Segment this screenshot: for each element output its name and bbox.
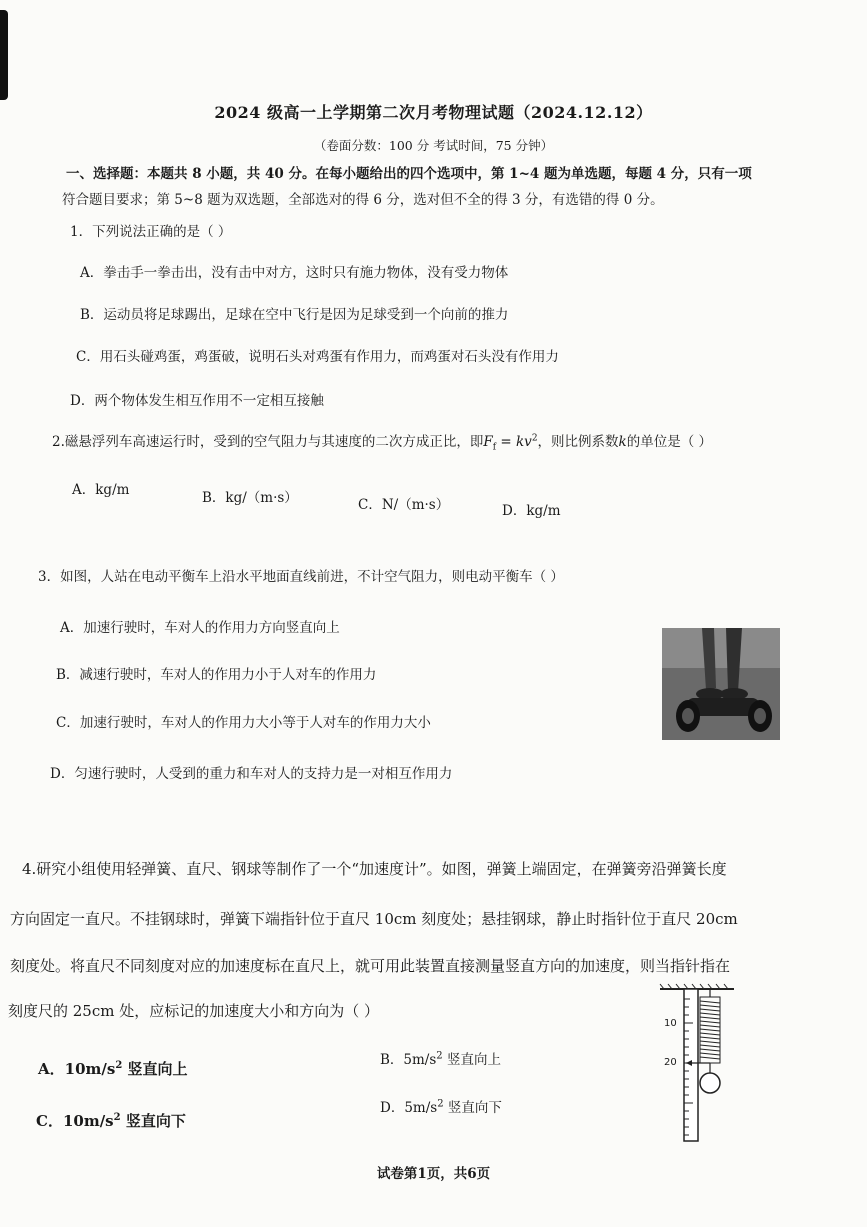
balance-scooter-photo xyxy=(662,628,780,740)
ruler-label-20: 20 xyxy=(664,1057,677,1068)
q1-option-c: C．用石头碰鸡蛋，鸡蛋破，说明石头对鸡蛋有作用力，而鸡蛋对石头没有作用力 xyxy=(76,349,559,365)
q3-option-a: A．加速行驶时，车对人的作用力方向竖直向上 xyxy=(60,620,340,636)
q4-option-b: B．$5m/s^2$ 竖直向上 xyxy=(380,1050,501,1068)
scan-edge-mark xyxy=(0,10,8,100)
exam-subtitle: （卷面分数：100 分 考试时间，75 分钟） xyxy=(313,138,554,153)
q4-stem-line2: 方向固定一直尺。不挂钢球时，弹簧下端指针位于直尺 10cm 刻度处；悬挂钢球，静止时指针位于直尺 20cm xyxy=(10,910,738,928)
ruler-label-10: 10 xyxy=(664,1018,677,1029)
q2-formula-eq: = kv xyxy=(496,434,532,450)
page-footer: 试卷第1页，共6页 xyxy=(376,1166,491,1182)
q4-stem-line4: 刻度尺的 25cm 处，应标记的加速度大小和方向为（ ） xyxy=(8,1002,380,1020)
q3-option-c: C．加速行驶时，车对人的作用力大小等于人对车的作用力大小 xyxy=(56,715,431,731)
q2-formula-f: F xyxy=(483,434,493,450)
q2-stem: 2.磁悬浮列车高速运行时，受到的空气阻力与其速度的二次方成正比，即$F_f = kv^2$，则比例系数k的单位是（ ） xyxy=(52,433,713,453)
spring-accelerometer-figure xyxy=(650,983,750,1145)
q2-option-a: A．kg/m xyxy=(72,482,130,498)
q2-formula-exp: 2 xyxy=(531,433,538,444)
q1-option-b: B．运动员将足球踢出，足球在空中飞行是因为足球受到一个向前的推力 xyxy=(80,307,509,323)
q3-option-b: B．减速行驶时，车对人的作用力小于人对车的作用力 xyxy=(56,667,377,683)
q2-option-b: B．kg/（m·s） xyxy=(202,490,298,506)
q2-formula-sub: f xyxy=(492,442,497,453)
exam-title: 2024 级高一上学期第二次月考物理试题（2024.12.12） xyxy=(214,103,653,122)
q3-stem: 3．如图，人站在电动平衡车上沿水平地面直线前进，不计空气阻力，则电动平衡车（ ） xyxy=(38,569,564,585)
section-instructions-line2: 符合题目要求；第 5~8 题为双选题，全部选对的得 6 分，选对但不全的得 3 分，有选错的得 0 分。 xyxy=(62,192,664,208)
q4-stem-line3: 刻度处。将直尺不同刻度对应的加速度标在直尺上，就可用此装置直接测量竖直方向的加速度，则当指针指在 xyxy=(10,957,731,975)
q4-option-d: D．$5m/s^2$ 竖直向下 xyxy=(380,1098,502,1116)
section-instructions-line1: 一、选择题：本题共 8 小题，共 40 分。在每小题给出的四个选项中，第 1~4 题为单选题，每题 4 分，只有一项 xyxy=(66,166,752,182)
q1-stem: 1．下列说法正确的是（ ） xyxy=(70,224,232,240)
q2-option-c: C．N/（m·s） xyxy=(358,497,450,513)
q1-option-d: D．两个物体发生相互作用不一定相互接触 xyxy=(70,393,324,409)
q3-option-d: D．匀速行驶时，人受到的重力和车对人的支持力是一对相互作用力 xyxy=(50,766,453,782)
q4-stem-line1: 4.研究小组使用轻弹簧、直尺、钢球等制作了一个“加速度计”。如图，弹簧上端固定，在弹簧旁沿弹簧长度 xyxy=(22,860,727,878)
q4-option-a: A．$10m/s^2$ 竖直向上 xyxy=(38,1060,188,1078)
q4-option-c: C．$10m/s^2$ 竖直向下 xyxy=(36,1112,186,1130)
q1-option-a: A．拳击手一拳击出，没有击中对方，这时只有施力物体，没有受力物体 xyxy=(80,265,509,281)
q2-option-d: D．kg/m xyxy=(502,503,561,519)
q2-var-k: k xyxy=(618,434,627,450)
